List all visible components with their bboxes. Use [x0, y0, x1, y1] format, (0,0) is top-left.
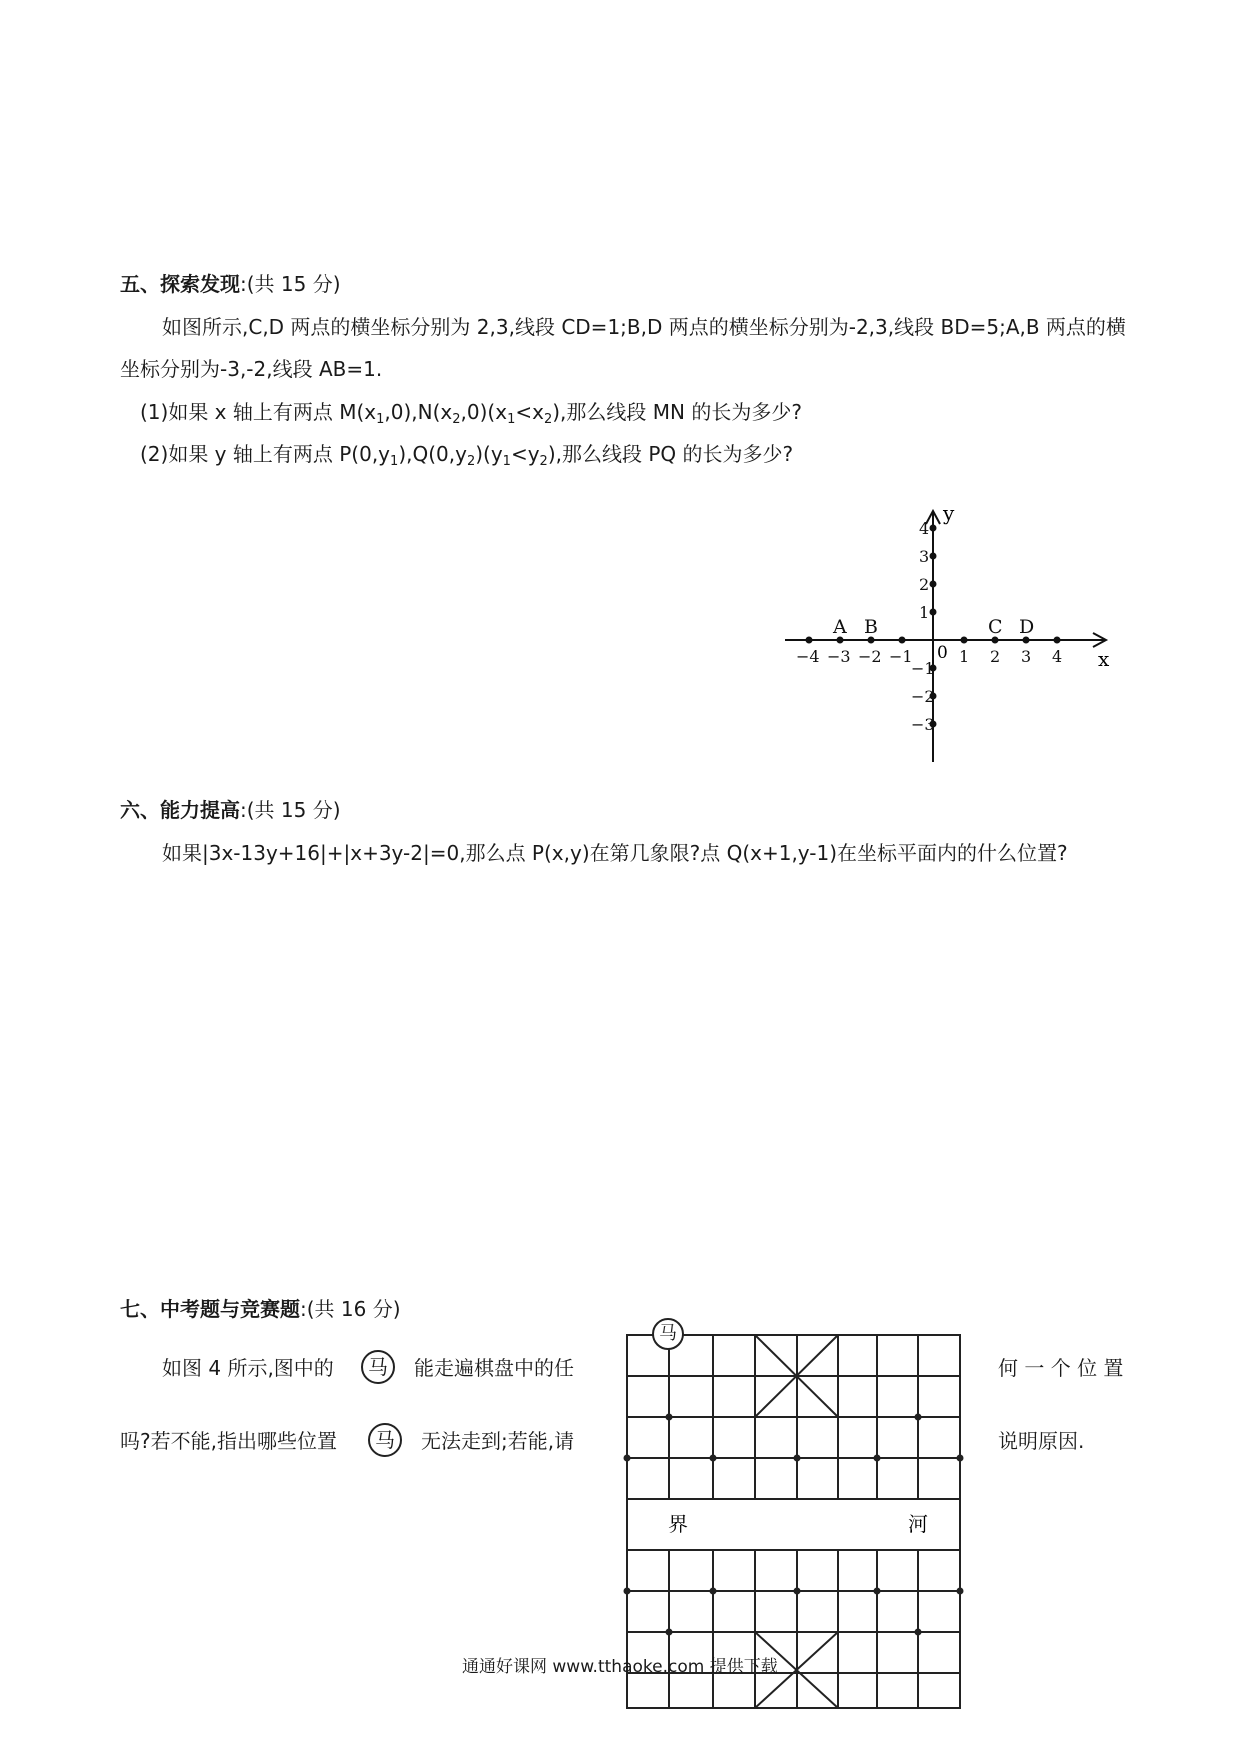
horse-piece-icon: 马 [361, 1350, 395, 1384]
x-tick-label: 3 [1021, 647, 1032, 666]
y-tick-label: −2 [911, 687, 935, 706]
x-tick-label: −2 [858, 647, 882, 666]
x-tick-label: −1 [889, 647, 913, 666]
x-tick-label: −3 [827, 647, 851, 666]
x-tick-label: −4 [796, 647, 820, 666]
point-label-c: C [988, 616, 1003, 638]
x-tick-label: 2 [990, 647, 1001, 666]
section7-line2-right: 说明原因. [998, 1429, 1085, 1453]
y-axis-label: y [943, 501, 955, 525]
section7-line1-left: 如图 4 所示,图中的 [162, 1356, 334, 1380]
x-tick-label: 4 [1052, 647, 1063, 666]
section7-line1-right: 何 一 个 位 置 [998, 1356, 1124, 1380]
x-axis-label: x [1098, 647, 1110, 671]
section5-question1: (1)如果 x 轴上有两点 $M(x_1,0),N(x_2,0)(x_1<x_2)$,那么线段 MN 的长为多少? [140, 400, 802, 427]
point-label-a: A [833, 616, 847, 638]
section6-text: 如果|3x-13y+16|+|x+3y-2|=0,那么点 P(x,y)在第几象限?点 Q(x+1,y-1)在坐标平面内的什么位置? [162, 841, 1068, 865]
y-tick-label: −1 [911, 659, 935, 678]
river-label-right: 河 [908, 1512, 928, 1536]
section7-line1-mid: 能走遍棋盘中的任 [414, 1356, 574, 1380]
section5-question2: (2)如果 y 轴上有两点 $P(0,y_1),Q(0,y_2)(y_1<y_2)$,那么线段 PQ 的长为多少? [140, 442, 794, 469]
section6-score: :(共 15 分) [240, 798, 341, 822]
y-tick-label: 3 [919, 547, 930, 566]
section7-line2-left: 吗?若不能,指出哪些位置 [120, 1429, 337, 1453]
x-tick-label: 1 [959, 647, 970, 666]
section5-score: :(共 15 分) [240, 272, 341, 296]
section5-para-line1: 如图所示,C,D 两点的横坐标分别为 2,3,线段 CD=1;B,D 两点的横坐标分别为-2,3,线段 BD=5;A,B 两点的横 [162, 315, 1126, 339]
section7-score: :(共 16 分) [300, 1297, 401, 1321]
point-label-b: B [864, 616, 878, 638]
river-label-left: 界 [668, 1512, 688, 1536]
footer-text: 通通好课网 www.tthaoke.com 提供下载 [462, 1657, 778, 1677]
board-horse-piece-icon: 马 [652, 1318, 684, 1350]
y-tick-label: 1 [919, 603, 930, 622]
section5-title: 五、探索发现 [120, 272, 240, 296]
horse-piece-icon: 马 [368, 1423, 402, 1457]
y-tick-label: 4 [919, 519, 930, 538]
point-label-d: D [1019, 616, 1035, 638]
section6-title: 六、能力提高 [120, 798, 240, 822]
section7-line2-mid: 无法走到;若能,请 [421, 1429, 575, 1453]
y-tick-label: 2 [919, 575, 930, 594]
y-tick-label: −3 [911, 715, 935, 734]
section5-para-line2: 坐标分别为-3,-2,线段 AB=1. [120, 357, 383, 381]
origin-label: 0 [937, 643, 948, 663]
section7-title: 七、中考题与竞赛题 [120, 1297, 300, 1321]
